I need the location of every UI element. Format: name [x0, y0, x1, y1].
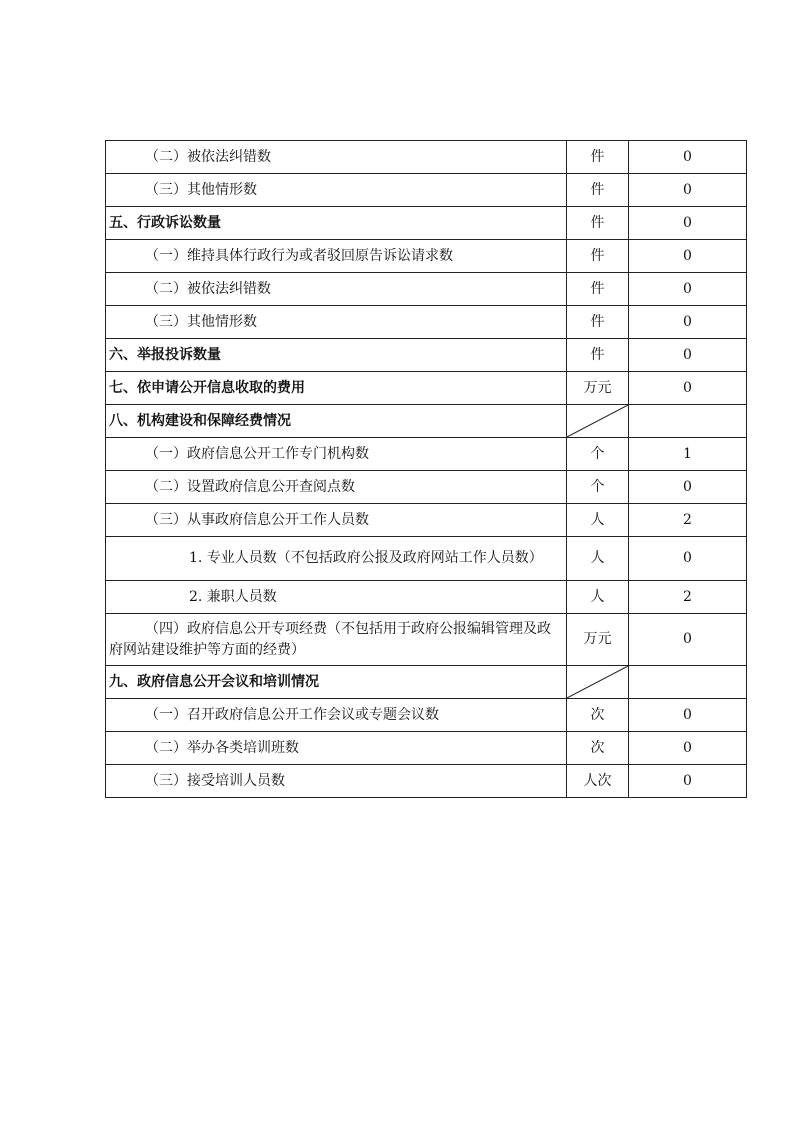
value-cell: 0: [629, 141, 747, 174]
item-name: （二）设置政府信息公开查阅点数: [145, 478, 355, 495]
diagonal-line: [567, 405, 628, 437]
table-row: [106, 614, 747, 666]
item-name-cell: [106, 240, 567, 273]
value-cell: 0: [629, 339, 747, 372]
value-cell: 0: [629, 174, 747, 207]
diagonal-line: [567, 666, 628, 698]
value-cell: 0: [629, 207, 747, 240]
value-cell: 0: [629, 732, 747, 765]
item-name: 七、依申请公开信息收取的费用: [109, 379, 305, 396]
item-name-cell: [106, 537, 567, 581]
table-row: [106, 699, 747, 732]
item-name-cell: [106, 732, 567, 765]
table-row: [106, 471, 747, 504]
unit-cell: 件: [567, 339, 629, 372]
value-cell: 0: [629, 614, 747, 666]
table-row: [106, 240, 747, 273]
unit-cell: 次: [567, 732, 629, 765]
unit-cell: 人: [567, 504, 629, 537]
section-row: [106, 666, 747, 699]
empty-value-cell: [629, 405, 747, 438]
item-name: （三）从事政府信息公开工作人员数: [145, 511, 369, 528]
item-name-cell: [106, 174, 567, 207]
section-row: [106, 405, 747, 438]
table-row: [106, 537, 747, 581]
value-cell: 2: [629, 504, 747, 537]
unit-cell: 件: [567, 207, 629, 240]
value-cell: 0: [629, 240, 747, 273]
value-cell: 0: [629, 699, 747, 732]
item-name-cell: [106, 207, 567, 240]
unit-cell: 人次: [567, 765, 629, 798]
value-cell: 0: [629, 765, 747, 798]
unit-cell: 件: [567, 273, 629, 306]
table-row: [106, 438, 747, 471]
item-name: （四）政府信息公开专项经费（不包括用于政府公报编辑管理及政府网站建设维护等方面的经费）: [109, 620, 551, 658]
item-name: （一）维持具体行政行为或者驳回原告诉讼请求数: [145, 247, 453, 264]
unit-cell: 件: [567, 306, 629, 339]
diagonal-cell: [567, 405, 629, 438]
unit-cell: 万元: [567, 372, 629, 405]
item-name: （二）举办各类培训班数: [145, 739, 299, 756]
table-row: [106, 141, 747, 174]
item-name-cell: [106, 699, 567, 732]
item-name-cell: [106, 504, 567, 537]
unit-cell: 件: [567, 174, 629, 207]
item-name: （三）其他情形数: [145, 181, 257, 198]
table-row: [106, 732, 747, 765]
item-name: 1. 专业人员数（不包括政府公报及政府网站工作人员数）: [189, 550, 543, 566]
item-name: 2. 兼职人员数: [189, 588, 277, 605]
item-name: （三）接受培训人员数: [145, 772, 285, 789]
item-name-cell: [106, 614, 567, 666]
unit-cell: 个: [567, 471, 629, 504]
statistics-table-body: [106, 141, 747, 798]
item-name: （一）召开政府信息公开工作会议或专题会议数: [145, 706, 439, 723]
value-cell: 0: [629, 537, 747, 581]
section-row: [106, 207, 747, 240]
value-cell: 0: [629, 273, 747, 306]
item-name-cell: [106, 306, 567, 339]
item-name: （二）被依法纠错数: [145, 280, 271, 297]
unit-cell: 件: [567, 240, 629, 273]
unit-cell: 次: [567, 699, 629, 732]
item-name: 九、政府信息公开会议和培训情况: [109, 673, 319, 690]
section-row: [106, 372, 747, 405]
statistics-table: [105, 140, 747, 798]
table-row: [106, 581, 747, 614]
item-name-cell: [106, 471, 567, 504]
item-name-cell: [106, 372, 567, 405]
table-row: [106, 174, 747, 207]
value-cell: 0: [629, 306, 747, 339]
item-name-cell: [106, 339, 567, 372]
item-name-cell: [106, 666, 567, 699]
item-name-cell: [106, 273, 567, 306]
item-name-cell: [106, 438, 567, 471]
diagonal-cell: [567, 666, 629, 699]
unit-cell: 人: [567, 581, 629, 614]
item-name: （三）其他情形数: [145, 313, 257, 330]
empty-value-cell: [629, 666, 747, 699]
item-name: （一）政府信息公开工作专门机构数: [145, 445, 369, 462]
table-row: [106, 273, 747, 306]
section-row: [106, 339, 747, 372]
item-name-cell: [106, 765, 567, 798]
item-name: 八、机构建设和保障经费情况: [109, 412, 291, 429]
unit-cell: 个: [567, 438, 629, 471]
unit-cell: 万元: [567, 614, 629, 666]
item-name-cell: [106, 581, 567, 614]
value-cell: 2: [629, 581, 747, 614]
unit-cell: 人: [567, 537, 629, 581]
unit-cell: 件: [567, 141, 629, 174]
value-cell: 1: [629, 438, 747, 471]
item-name-cell: [106, 405, 567, 438]
table-row: [106, 306, 747, 339]
item-name-cell: [106, 141, 567, 174]
item-name: （二）被依法纠错数: [145, 148, 271, 165]
item-name: 五、行政诉讼数量: [109, 214, 221, 231]
value-cell: 0: [629, 372, 747, 405]
table-row: [106, 504, 747, 537]
item-name: 六、举报投诉数量: [109, 346, 221, 363]
table-row: [106, 765, 747, 798]
value-cell: 0: [629, 471, 747, 504]
